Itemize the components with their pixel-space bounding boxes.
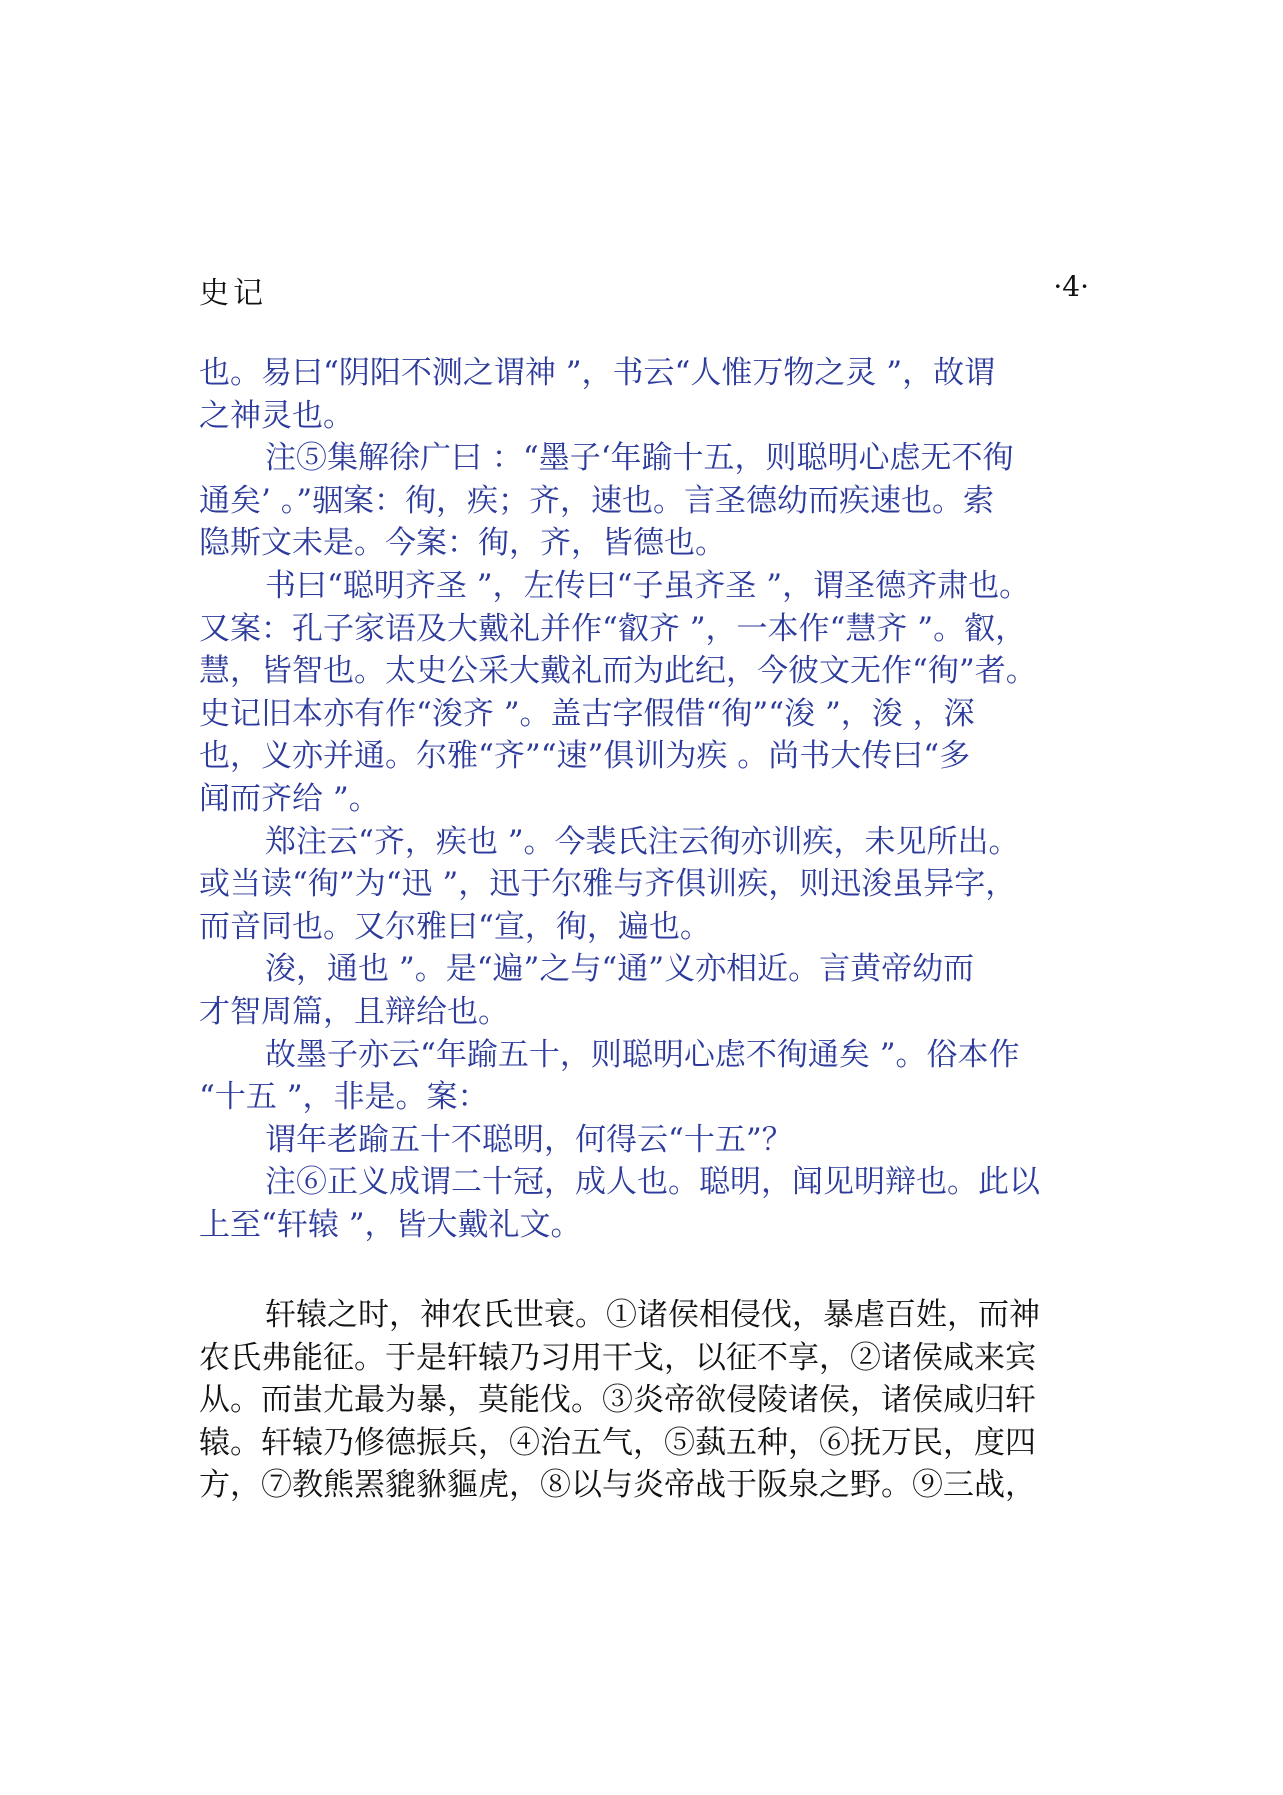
commentary-line: 也，义亦并通。尔雅“齐”“速”俱训为疾 。尚书大传曰“多: [199, 738, 971, 775]
commentary-line: 闻而齐给 ”。: [199, 780, 380, 817]
commentary-line: 郑注云“齐，疾也 ”。今裴氏注云徇亦训疾，未见所出。: [265, 823, 1020, 860]
commentary-line: 又案：孔子家语及大戴礼并作“叡齐 ”，一本作“慧齐 ”。叡，: [199, 610, 1027, 647]
commentary-line: 慧，皆智也。太史公采大戴礼而为此纪，今彼文无作“徇”者。: [199, 653, 1037, 690]
main-text-line: 方，⑦教熊罴貔貅貙虎，⑧以与炎帝战于阪泉之野。⑨三战，: [199, 1467, 1036, 1504]
commentary-line: 也。易曰“阴阳不测之谓神 ”，书云“人惟万物之灵 ”，故谓: [199, 355, 996, 391]
commentary-line: 谓年老踰五十不聪明，何得云“十五”？: [265, 1121, 793, 1158]
commentary-line: 上至“轩辕 ”，皆大戴礼文。: [199, 1206, 582, 1243]
page-header: [199, 268, 1089, 311]
commentary-line: 故墨子亦云“年踰五十，则聪明心虑不徇通矣 ”。俗本作: [265, 1036, 1020, 1073]
commentary-line: 或当读“徇”为“迅 ”，迅于尔雅与齐俱训疾，则迅浚虽异字，: [199, 866, 1017, 903]
commentary-line: 书曰“聪明齐圣 ”，左传曰“子虽齐圣 ”，谓圣德齐肃也。: [265, 567, 1031, 604]
commentary-line: 通矣’ 。”骃案：徇，疾；齐，速也。言圣德幼而疾速也。索: [199, 482, 995, 519]
commentary-line: “十五 ”，非是。案：: [199, 1079, 489, 1116]
commentary-line: 注⑥正义成谓二十冠，成人也。聪明，闻见明辩也。此以: [265, 1164, 1040, 1201]
book-title: 史记: [199, 276, 267, 311]
commentary-line: 史记旧本亦有作“浚齐 ”。盖古字假借“徇”“浚 ”，浚 ，深: [199, 695, 975, 732]
commentary-line: 之神灵也。: [199, 397, 354, 434]
commentary-line: 才智周篇，且辩给也。: [199, 993, 509, 1030]
commentary-line: 注⑤集解徐广曰 ：“墨子‘年踰十五，则聪明心虑无不徇: [265, 440, 1014, 477]
main-text-line: 从。而蚩尤最为暴，莫能伐。③炎帝欲侵陵诸侯，诸侯咸归轩: [199, 1382, 1036, 1419]
main-text-line: 辕。轩辕乃修德振兵，④治五气，⑤蓺五种，⑥抚万民，度四: [199, 1424, 1036, 1461]
commentary-line: 而音同也。又尔雅曰“宣，徇，遍也。: [199, 908, 711, 945]
main-text-line: 农氏弗能征。于是轩辕乃习用干戈，以征不享，②诸侯咸来宾: [199, 1339, 1036, 1376]
main-text-line: 轩辕之时，神农氏世衰。①诸侯相侵伐，暴虐百姓，而神: [265, 1297, 1040, 1333]
page-number: ·4·: [1053, 270, 1089, 303]
commentary-line: 隐斯文未是。今案：徇，齐，皆德也。: [199, 525, 726, 562]
main-text-block: [199, 1294, 1119, 1507]
commentary-line: 浚，通也 ”。是“遍”之与“通”义亦相近。言黄帝幼而: [265, 951, 975, 988]
commentary-block: [199, 352, 1119, 1246]
